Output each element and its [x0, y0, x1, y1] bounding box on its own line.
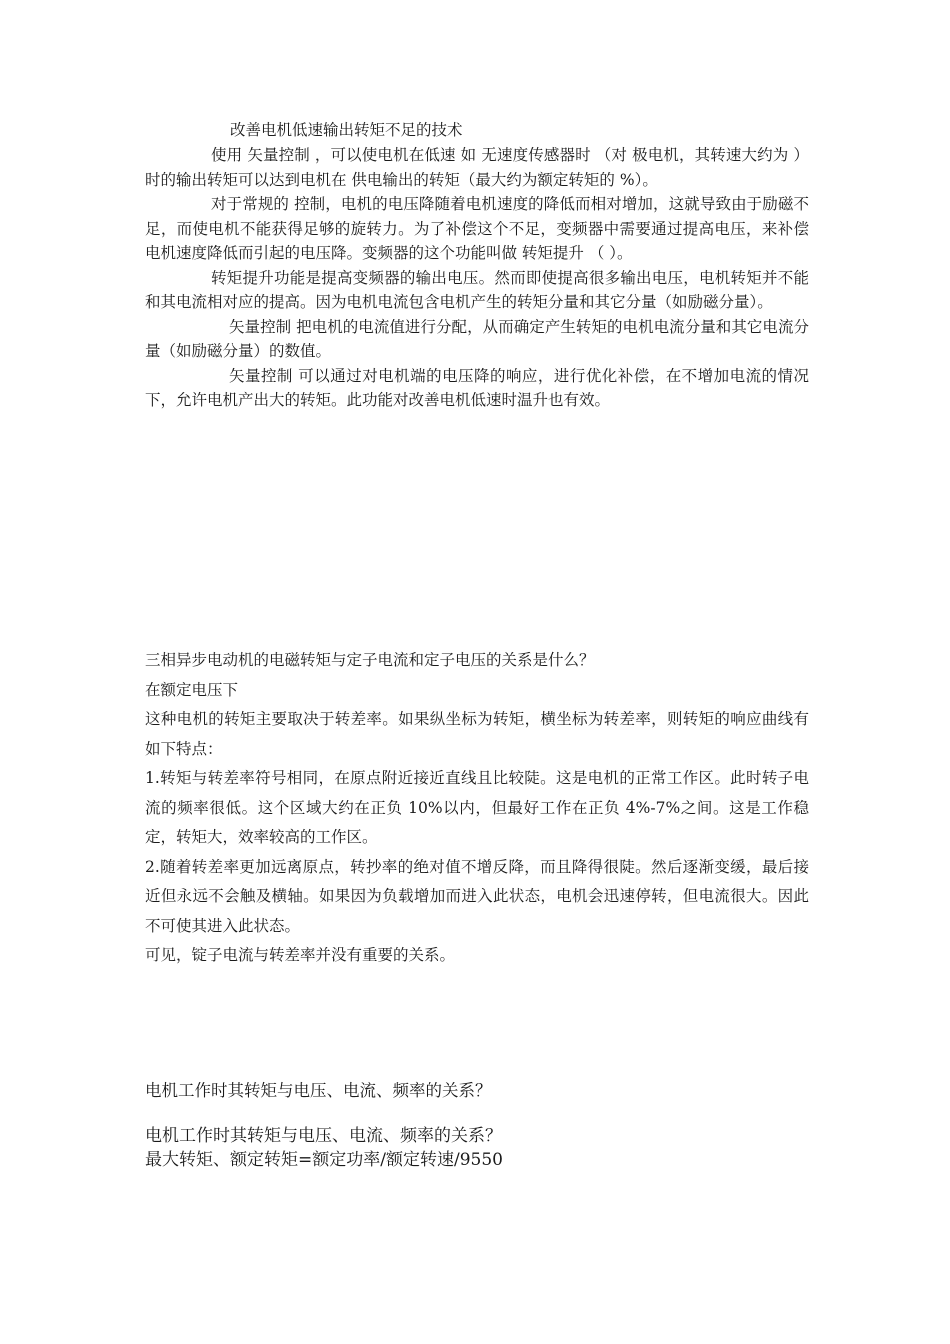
section1-paragraph-4: 矢量控制 把电机的电流值进行分配，从而确定产生转矩的电机电流分量和其它电流分量（如励磁分量）的数值。: [145, 317, 809, 360]
section2-line-rated-voltage: 在额定电压下: [145, 680, 239, 699]
section1-paragraph-5: 矢量控制 可以通过对电机端的电压降的响应，进行优化补偿，在不增加电流的情况下，允许电机产出大的转矩。此功能对改善电机低速时温升也有效。: [145, 366, 809, 409]
section2-conclusion: 可见，锭子电流与转差率并没有重要的关系。: [145, 946, 456, 964]
section3-formula: 最大转矩、额定转矩=额定功率/额定转速/9550: [145, 1150, 503, 1170]
section1-paragraph-1: 使用 矢量控制 ，可以使电机在低速 如 无速度传感器时 （对 极电机，其转速大约为 ）时的输出转矩可以达到电机在 供电输出的转矩（最大约为额定转矩的 %）。: [145, 146, 809, 189]
section3-question-repeat: 电机工作时其转矩与电压、电流、频率的关系？: [145, 1126, 502, 1146]
section1-paragraph-2: 对于常规的 控制，电机的电压降随着电机速度的降低而相对增加，这就导致由于励磁不足，而使电机不能获得足够的旋转力。为了补偿这个不足，变频器中需要通过提高电压，来补偿电机速度降低而引起的电压降。变频器的这个功能叫做 转矩提升 （ ）。: [145, 195, 809, 262]
section2-question: 三相异步电动机的电磁转矩与定子电流和定子电压的关系是什么？: [145, 651, 595, 669]
section3-heading: 电机工作时其转矩与电压、电流、频率的关系？: [145, 1081, 492, 1100]
section1-title: 改善电机低速输出转矩不足的技术: [230, 121, 463, 139]
section2-intro: 这种电机的转矩主要取决于转差率。如果纵坐标为转矩，横坐标为转差率，则转矩的响应曲线有如下特点：: [145, 710, 809, 758]
section2-point-1: 1.转矩与转差率符号相同，在原点附近接近直线且比较陡。这是电机的正常工作区。此时转子电流的频率很低。这个区域大约在正负 10%以内，但最好工作在正负 4%-7%之间。这是工作稳定，转矩大，效率较高的工作区。: [145, 769, 809, 846]
section1-paragraph-3: 转矩提升功能是提高变频器的输出电压。然而即使提高很多输出电压，电机转矩并不能和其电流相对应的提高。因为电机电流包含电机产生的转矩分量和其它分量（如励磁分量）。: [145, 268, 809, 311]
section2-body: [145, 646, 809, 971]
section1-body: [145, 143, 809, 413]
section2-point-2: 2.随着转差率更加远离原点，转抄率的绝对值不增反降，而且降得很陡。然后逐渐变缓，最后接近但永远不会触及横轴。如果因为负载增加而进入此状态，电机会迅速停转，但电流很大。因此不可使其进入此状态。: [145, 857, 809, 935]
section3-body: [145, 1124, 809, 1172]
